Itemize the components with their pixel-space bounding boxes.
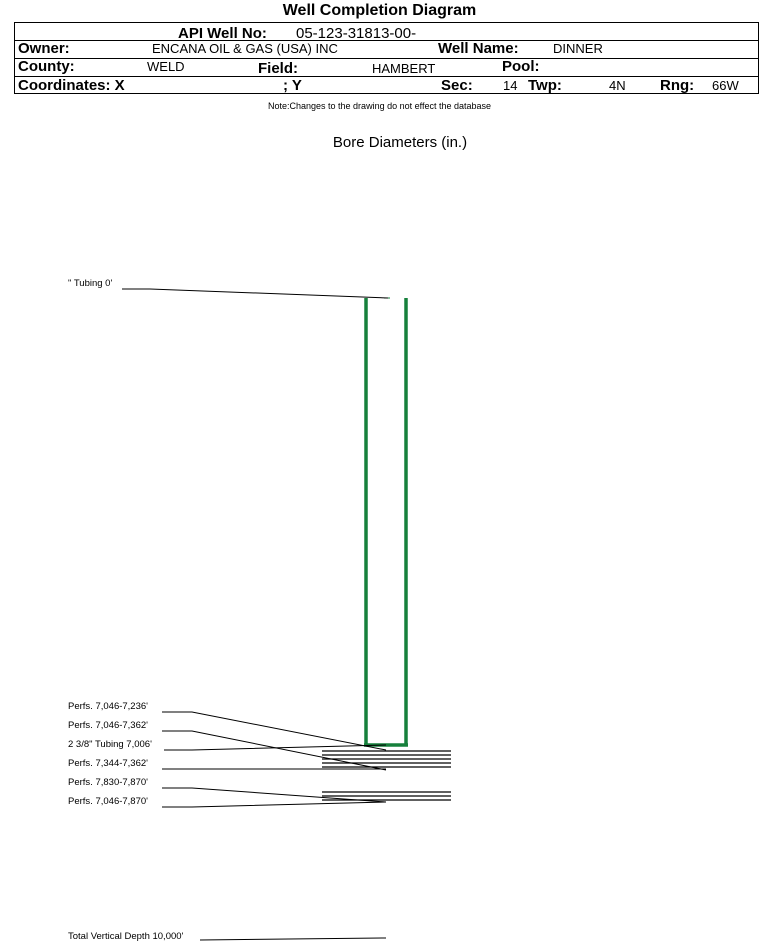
perf-5-leader (162, 802, 386, 807)
leader-lines (122, 289, 388, 940)
twp-value: 4N (609, 78, 626, 93)
perf-label-5: Perfs. 7,046-7,870' (68, 796, 148, 807)
tubing-top-label: " Tubing 0' (68, 278, 113, 289)
coordinates-x-label: Coordinates: X (18, 77, 125, 94)
api-well-label: API Well No: (178, 25, 267, 42)
api-well-value: 05-123-31813-00- (296, 25, 417, 42)
coordinates-y-label: ; Y (283, 77, 302, 94)
perf-label-2: Perfs. 7,046-7,362' (68, 720, 148, 731)
county-value: WELD (147, 59, 185, 74)
tubing-string (364, 298, 408, 746)
perf-label-3: Perfs. 7,344-7,362' (68, 758, 148, 769)
total-depth-label: Total Vertical Depth 10,000' (68, 931, 184, 942)
twp-label: Twp: (528, 77, 562, 94)
field-value: HAMBERT (372, 61, 436, 76)
database-note: Note:Changes to the drawing do not effect the database (268, 101, 491, 111)
sec-value: 14 (503, 78, 518, 93)
tubing-bottom-leader (164, 745, 386, 750)
diagram-title: Well Completion Diagram (282, 2, 477, 19)
tubing-top-leader (122, 289, 388, 298)
pool-label: Pool: (502, 58, 540, 75)
bore-diameters-subtitle: Bore Diameters (in.) (332, 134, 468, 151)
field-label: Field: (258, 60, 298, 77)
rng-label: Rng: (660, 77, 695, 94)
perf-label-1: Perfs. 7,046-7,236' (68, 701, 148, 712)
perf-label-4: Perfs. 7,830-7,870' (68, 777, 148, 788)
owner-value: ENCANA OIL & GAS (USA) INC (152, 41, 338, 56)
total-depth-leader (200, 938, 386, 940)
sec-label: Sec: (441, 77, 473, 94)
well-name-label: Well Name: (438, 40, 519, 57)
well-name-value: DINNER (553, 41, 603, 56)
county-label: County: (18, 58, 75, 75)
perf-1-leader (162, 712, 386, 750)
tubing-bottom-label: 2 3/8" Tubing 7,006' (68, 739, 152, 750)
perforation-marks-upper (322, 751, 451, 767)
rng-value: 66W (712, 78, 739, 93)
owner-label: Owner: (18, 40, 70, 57)
